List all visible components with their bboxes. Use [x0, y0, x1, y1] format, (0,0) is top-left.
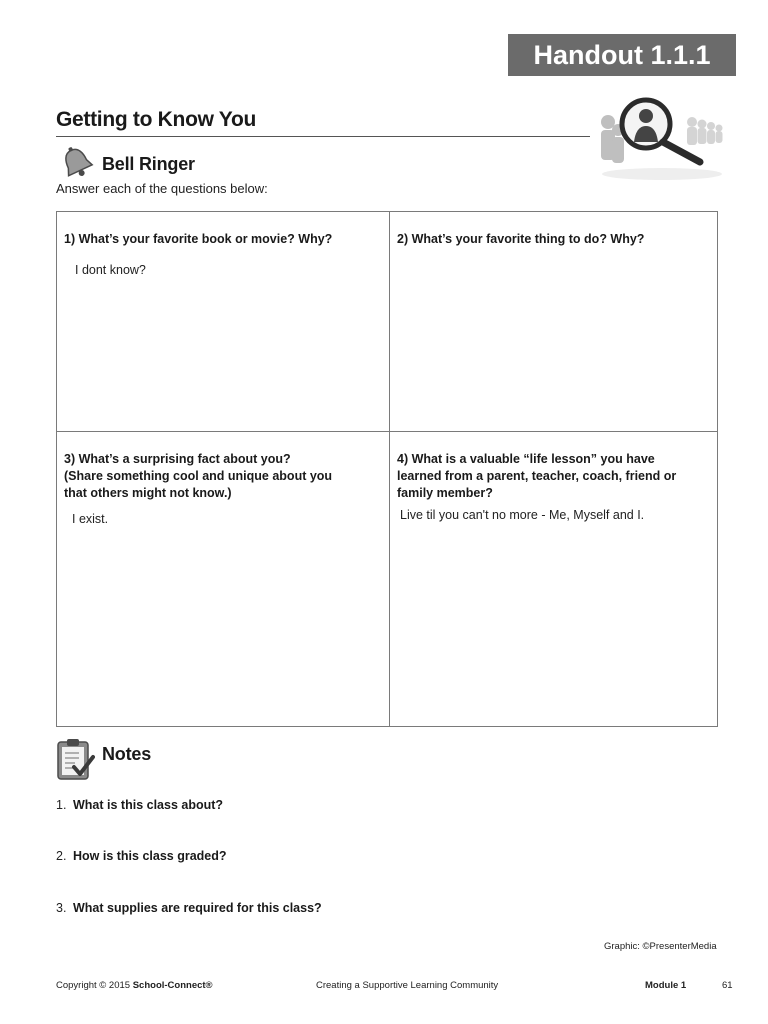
- question-text: 2) What’s your favorite thing to do? Why?: [397, 232, 645, 246]
- handout-label: Handout 1.1.1: [508, 34, 736, 76]
- answer-text[interactable]: I exist.: [72, 512, 109, 526]
- note-text: What supplies are required for this class?: [73, 901, 322, 915]
- note-text: What is this class about?: [73, 798, 224, 812]
- note-item: [56, 901, 322, 915]
- question-text: 3) What’s a surprising fact about you? (Share something cool and unique about you that others might not know.): [64, 452, 333, 500]
- note-text: How is this class graded?: [73, 849, 227, 863]
- question-text: 1) What’s your favorite book or movie? Why?: [64, 232, 333, 246]
- footer-copyright: [56, 980, 213, 991]
- page-title: Getting to Know You: [56, 108, 256, 131]
- footer-title: Creating a Supportive Learning Community: [316, 980, 499, 991]
- magnifying-glass-people-icon: [596, 90, 728, 186]
- note-number: 1.: [56, 798, 67, 812]
- bell-ringer-heading: Bell Ringer: [102, 154, 195, 174]
- answer-text[interactable]: I dont know?: [75, 263, 146, 277]
- question-text: 4) What is a valuable “life lesson” you have learned from a parent, teacher, coach, friend or family member?: [397, 452, 677, 500]
- copyright-text: Copyright © 2015: [56, 980, 133, 991]
- note-number: 2.: [56, 849, 67, 863]
- question-grid: [56, 211, 718, 727]
- brand-name: School-Connect®: [132, 980, 213, 991]
- answer-text[interactable]: Live til you can't no more - Me, Myself and I.: [400, 508, 645, 522]
- graphic-credit: Graphic: ©PresenterMedia: [604, 941, 717, 952]
- page-number: 61: [722, 980, 733, 991]
- question-cell[interactable]: [390, 212, 717, 432]
- question-cell[interactable]: [390, 432, 717, 726]
- bell-icon: [58, 144, 96, 182]
- notes-heading: Notes: [102, 744, 152, 764]
- title-divider: [56, 136, 590, 137]
- note-item: [56, 849, 227, 863]
- note-number: 3.: [56, 901, 67, 915]
- note-item: [56, 798, 223, 812]
- clipboard-check-icon: [55, 737, 95, 781]
- question-cell[interactable]: [57, 432, 390, 726]
- footer-module: Module 1: [645, 980, 687, 991]
- instructions: Answer each of the questions below:: [56, 181, 268, 196]
- question-cell[interactable]: [57, 212, 390, 432]
